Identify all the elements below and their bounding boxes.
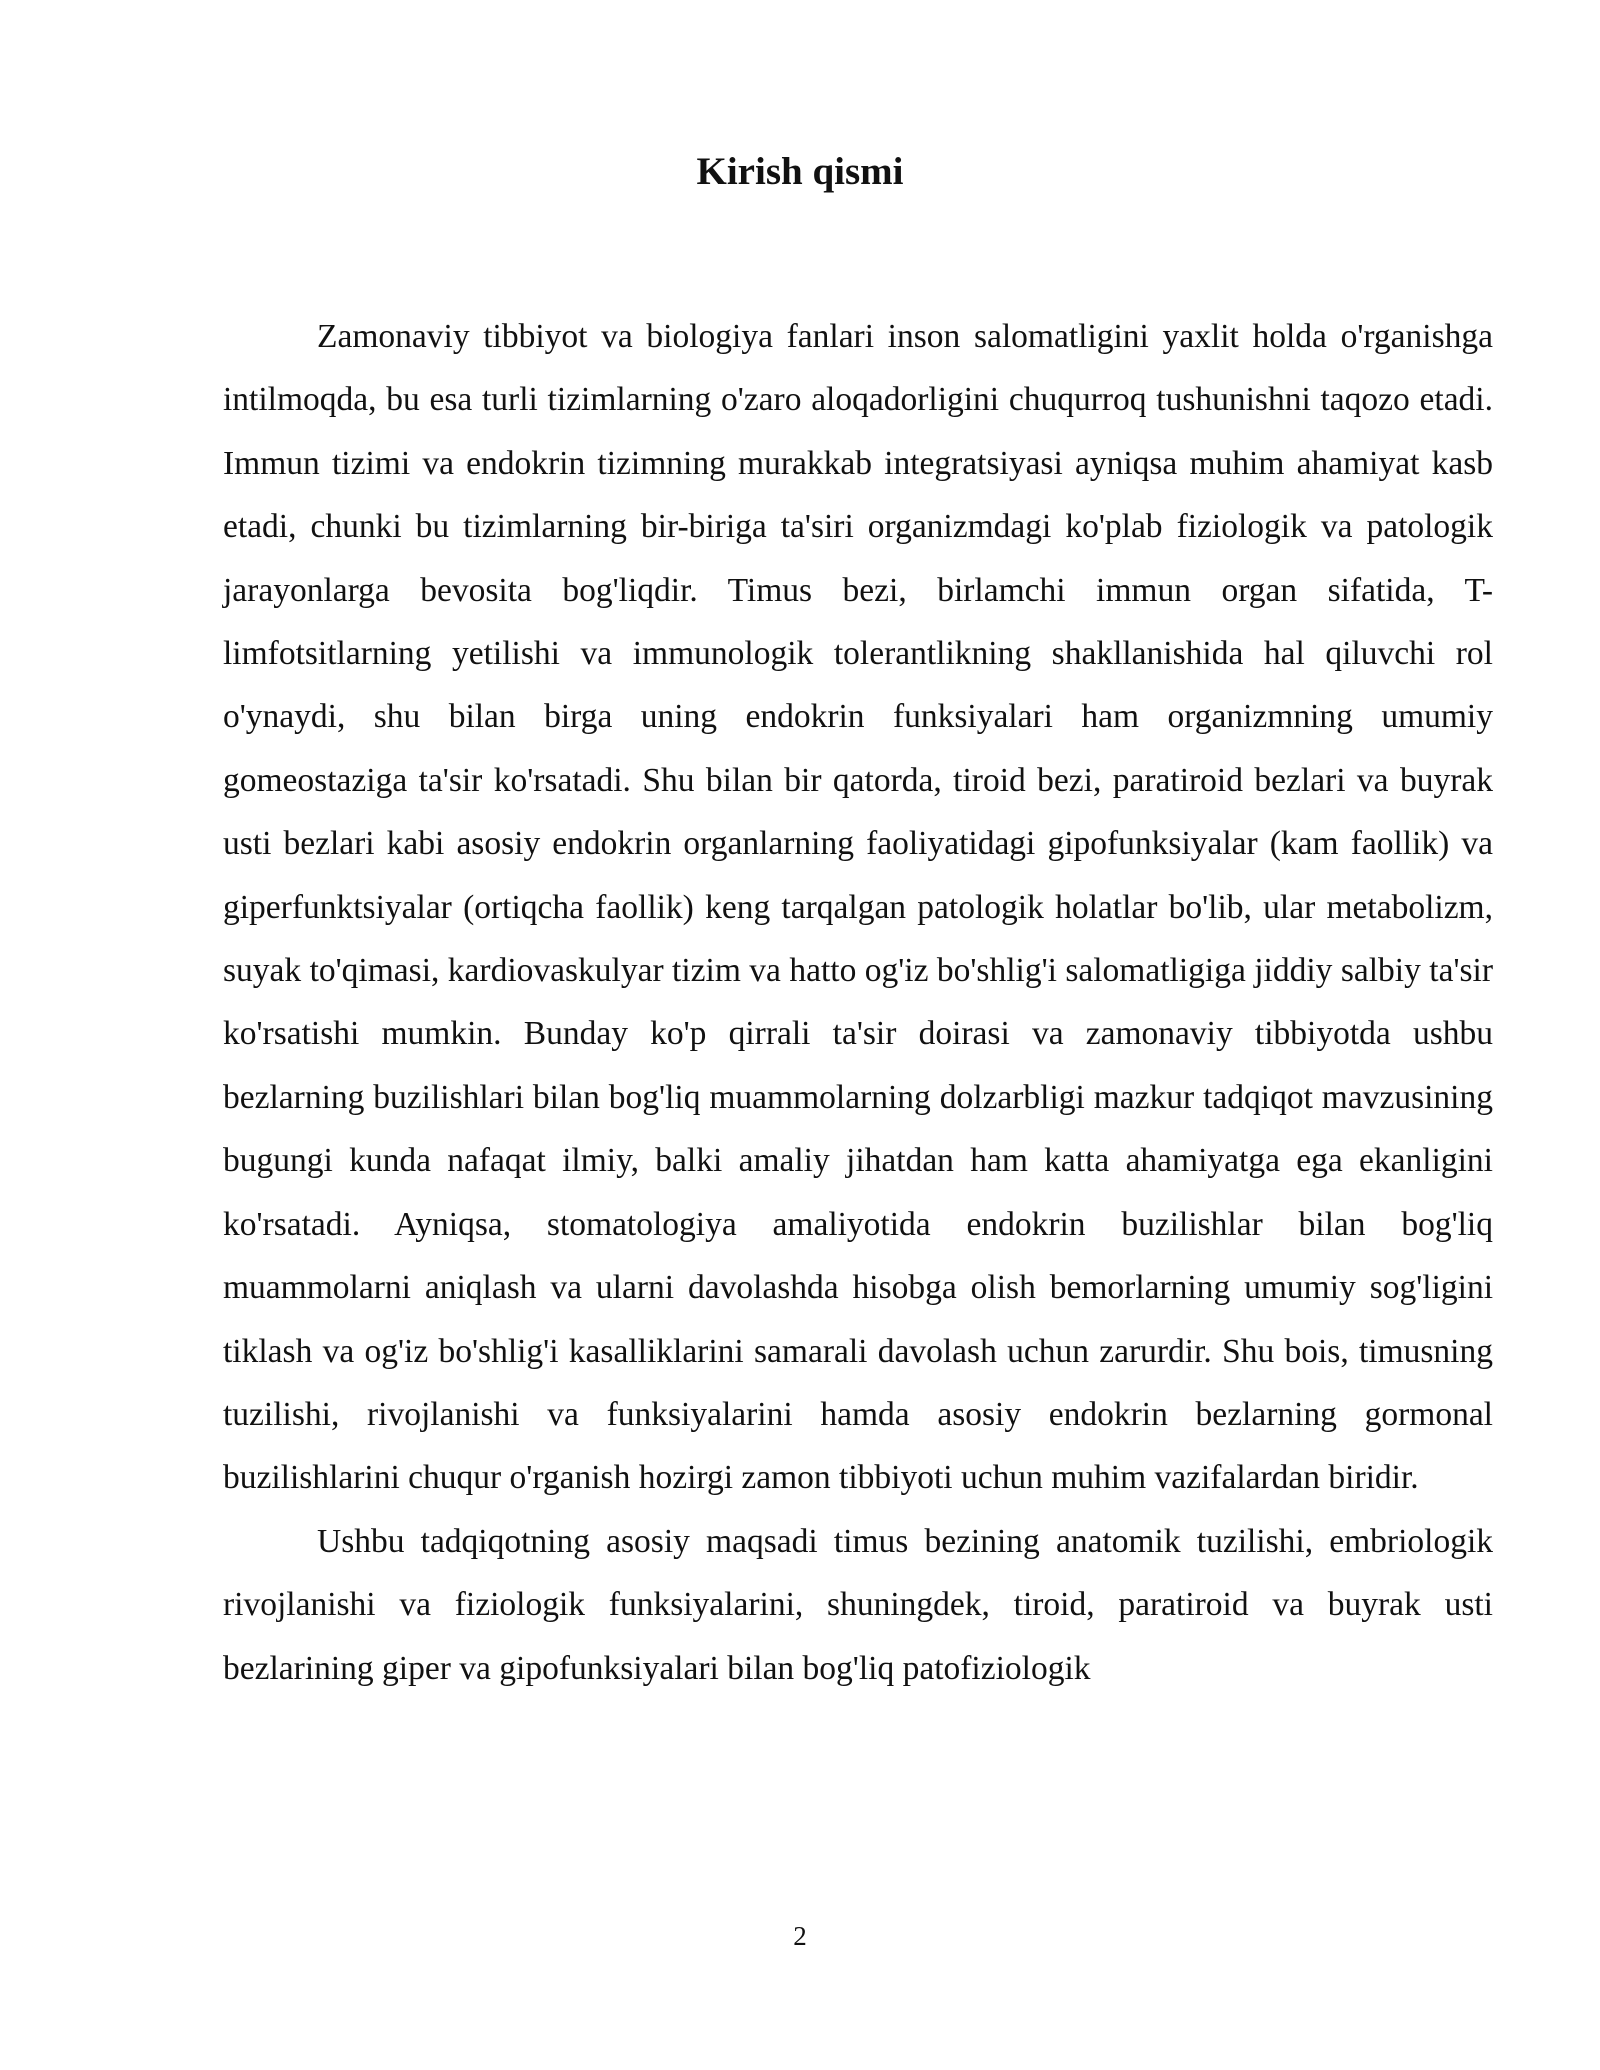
body-text (223, 305, 1493, 1700)
paragraph-aim: Ushbu tadqiqotning asosiy maqsadi timus bezining anatomik tuzilishi, embriologik rivojlanishi va fiziologik funksiyalarini, shuningdek, tiroid, paratiroid va buyrak usti bezlarining giper va gipofunksiyalari bilan bog'liq patofiziologik (223, 1522, 1493, 1687)
page-title: Kirish qismi (696, 150, 904, 193)
paragraph-intro: Zamonaviy tibbiyot va biologiya fanlari inson salomatligini yaxlit holda o'rganishga intilmoqda, bu esa turli tizimlarning o'zaro aloqadorligini chuqurroq tushunishni taqozo etadi. Immun tizimi va endokrin tizimning murakkab integratsiyasi ayniqsa muhim ahamiyat kasb etadi, chunki bu tizimlarning bir-biriga ta'siri organizmdagi ko'plab fiziologik va patologik jarayonlarga bevosita bog'liqdir. Timus bezi, birlamchi immun organ sifatida, T-limfotsitlarning yetilishi va immunologik tolerantlikning shakllanishida hal qiluvchi rol o'ynaydi, shu bilan birga uning endokrin funksiyalari ham organizmning umumiy gomeostaziga ta'sir ko'rsatadi. Shu bilan bir qatorda, tiroid bezi, paratiroid bezlari va buyrak usti bezlari kabi asosiy endokrin organlarning faoliyatidagi gipofunksiyalar (kam faollik) va giperfunktsiyalar (ortiqcha faollik) keng tarqalgan patologik holatlar bo'lib, ular metabolizm, suyak to'qimasi, kardiovaskulyar tizim va hatto og'iz bo'shlig'i salomatligiga jiddiy salbiy ta'sir ko'rsatishi mumkin. Bunday ko'p qirrali ta'sir doirasi va zamonaviy tibbiyotda ushbu bezlarning buzilishlari bilan bog'liq muammolarning dolzarbligi mazkur tadqiqot mavzusining bugungi kunda nafaqat ilmiy, balki amaliy jihatdan ham katta ahamiyatga ega ekanligini ko'rsatadi. Ayniqsa, stomatologiya amaliyotida endokrin buzilishlar bilan bog'liq muammolarni aniqlash va ularni davolashda hisobga olish bemorlarning umumiy sog'ligini tiklash va og'iz bo'shlig'i kasalliklarini samarali davolash uchun zarurdir. Shu bois, timusning tuzilishi, rivojlanishi va funksiyalarini hamda asosiy endokrin bezlarning gormonal buzilishlarini chuqur o'rganish hozirgi zamon tibbiyoti uchun muhim vazifalardan biridir. (223, 318, 1493, 1497)
page-number: 2 (793, 1921, 807, 1951)
